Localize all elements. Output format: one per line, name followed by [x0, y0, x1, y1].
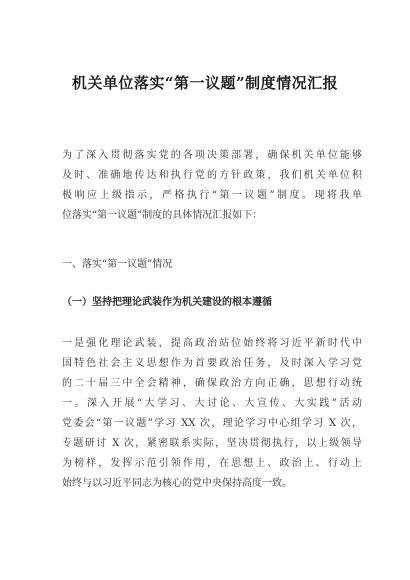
body-line: 为榜样，发挥示范引领作用，在思想上、政治上、行动上 — [62, 458, 362, 469]
body-line: 的二十届三中全会精神，确保政治方向正确，思想行动统 — [62, 378, 362, 389]
intro-line: 位落实“第一议题”制度的具体情况汇报如下： — [62, 210, 263, 221]
body-paragraph — [62, 334, 362, 494]
body-line: 始终与以习近平同志为核心的党中央保持高度一致。 — [62, 478, 292, 489]
body-line: 一是强化理论武装，提高政治站位始终将习近平新时代中 — [62, 338, 362, 349]
body-line: 党委会“第一议题”学习 XX 次，理论学习中心组学习 X 次， — [62, 418, 362, 429]
intro-paragraph — [62, 146, 362, 226]
intro-line: 为了深入贯彻落实党的各项决策部署，确保机关单位能够 — [62, 150, 362, 161]
intro-line: 及时、准确地传达和执行党的方针政策，我们机关单位积 — [62, 170, 362, 181]
body-line: 专题研讨 X 次，紧密联系实际，坚决贯彻执行，以上级领导 — [62, 438, 362, 449]
body-line: 一。深入开展“大学习、大讨论、大宣传、大实践”活动 — [62, 398, 362, 409]
intro-line: 极响应上级指示，严格执行“第一议题”制度。现将我单 — [62, 190, 362, 201]
section-heading: 一、落实“第一议题”情况 — [62, 259, 173, 270]
subsection-heading: （一）坚持把理论武装作为机关建设的根本遵循 — [62, 297, 272, 308]
document-title: 机关单位落实“第一议题”制度情况汇报 — [71, 74, 339, 92]
body-line: 国特色社会主义思想作为首要政治任务，及时深入学习党 — [62, 358, 362, 369]
